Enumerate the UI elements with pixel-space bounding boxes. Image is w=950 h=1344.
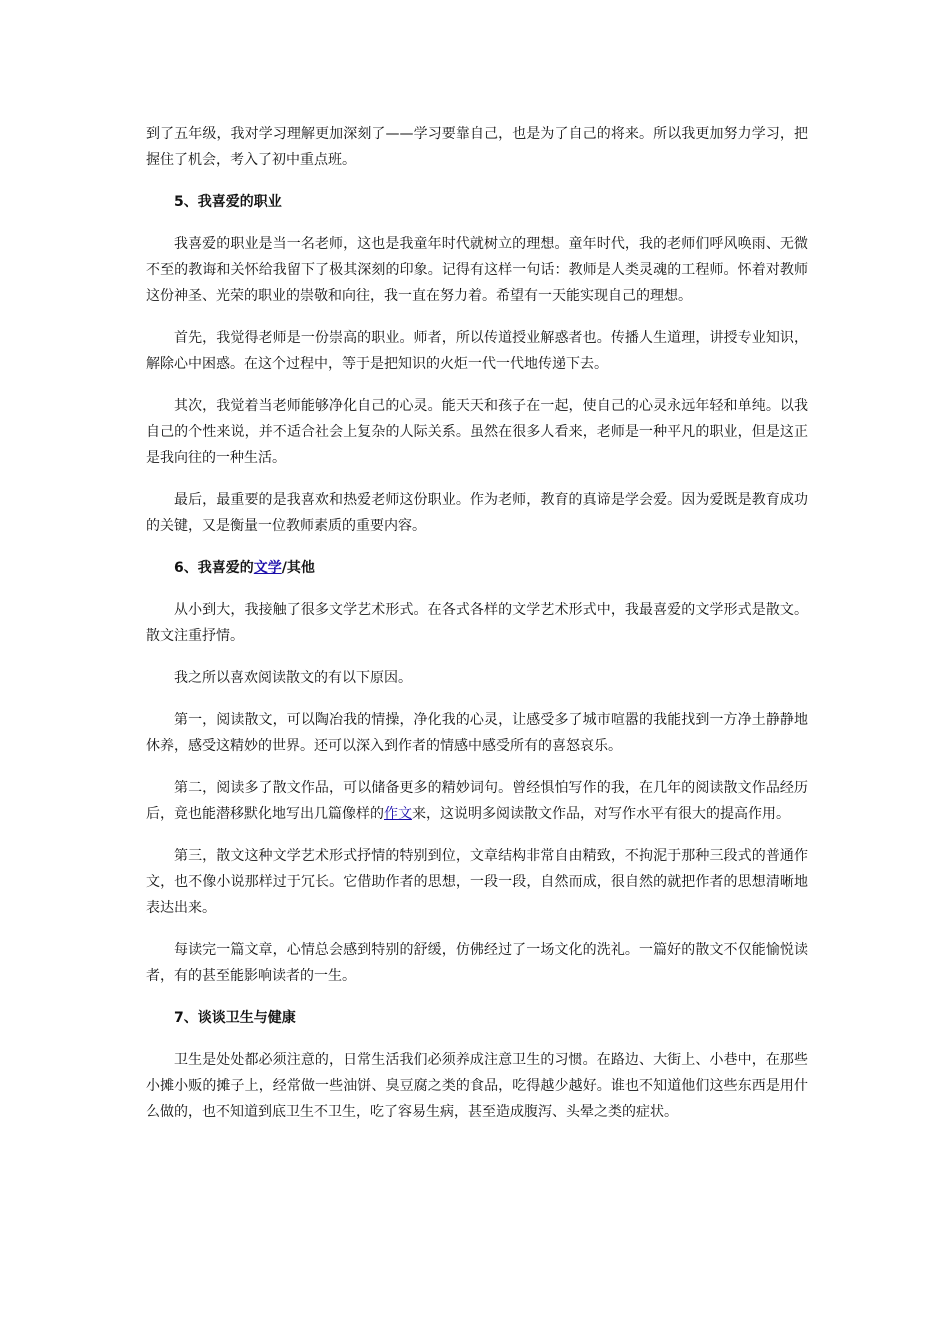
section-6-paragraph-4-before: 第二，阅读多了散文作品，可以储备更多的精妙词句。曾经惧怕写作的我，在几年的阅读散文作品经历后，竟也能潜移默化地写出几篇像样的 — [146, 780, 808, 822]
section-5-paragraph-1: 我喜爱的职业是当一名老师，这也是我童年时代就树立的理想。童年时代，我的老师们呼风唤雨、无微不至的教诲和关怀给我留下了极其深刻的印象。记得有这样一句话：教师是人类灵魂的工程师。怀着对教师这份神圣、光荣的职业的崇敬和向往，我一直在努力着。希望有一天能实现自己的理想。 — [146, 236, 808, 304]
intro-paragraph: 到了五年级，我对学习理解更加深刻了——学习要靠自己，也是为了自己的将来。所以我更加努力学习，把握住了机会，考入了初中重点班。 — [146, 126, 808, 168]
literature-link[interactable]: 文学 — [253, 560, 282, 576]
document-body — [146, 121, 808, 1141]
section-6-paragraph-5: 第三，散文这种文学艺术形式抒情的特别到位，文章结构非常自由精致，不拘泥于那种三段式的普通作文，也不像小说那样过于冗长。它借助作者的思想，一段一段，自然而成，很自然的就把作者的思想清晰地表达出来。 — [146, 848, 808, 916]
section-5-paragraph-2: 首先，我觉得老师是一份崇高的职业。师者，所以传道授业解惑者也。传播人生道理，讲授专业知识，解除心中困惑。在这个过程中，等于是把知识的火炬一代一代地传递下去。 — [146, 330, 808, 372]
section-6-heading-prefix: 6、我喜爱的 — [174, 560, 254, 576]
section-7-heading: 7、谈谈卫生与健康 — [174, 1010, 296, 1026]
section-6-paragraph-2: 我之所以喜欢阅读散文的有以下原因。 — [174, 670, 412, 686]
section-6-paragraph-1: 从小到大，我接触了很多文学艺术形式。在各式各样的文学艺术形式中，我最喜爱的文学形式是散文。散文注重抒情。 — [146, 602, 808, 644]
section-6-heading — [146, 555, 808, 581]
section-5-paragraph-3: 其次，我觉着当老师能够净化自己的心灵。能天天和孩子在一起，使自己的心灵永远年轻和单纯。以我自己的个性来说，并不适合社会上复杂的人际关系。虽然在很多人看来，老师是一种平凡的职业，但是这正是我向往的一种生活。 — [146, 398, 808, 466]
section-7-paragraph-1: 卫生是处处都必须注意的，日常生活我们必须养成注意卫生的习惯。在路边、大街上、小巷中，在那些小摊小贩的摊子上，经常做一些油饼、臭豆腐之类的食品，吃得越少越好。谁也不知道他们这些东西是用什么做的，也不知道到底卫生不卫生，吃了容易生病，甚至造成腹泻、头晕之类的症状。 — [146, 1052, 808, 1120]
section-5-paragraph-4: 最后，最重要的是我喜欢和热爱老师这份职业。作为老师，教育的真谛是学会爱。因为爱既是教育成功的关键，又是衡量一位教师素质的重要内容。 — [146, 492, 808, 534]
composition-link[interactable]: 作文 — [384, 806, 412, 822]
section-6-paragraph-3: 第一，阅读散文，可以陶冶我的情操，净化我的心灵，让感受多了城市喧嚣的我能找到一方净土静静地休养，感受这精妙的世界。还可以深入到作者的情感中感受所有的喜怒哀乐。 — [146, 712, 808, 754]
section-6-heading-suffix: /其他 — [281, 560, 315, 576]
section-6-paragraph-6: 每读完一篇文章，心情总会感到特别的舒缓，仿佛经过了一场文化的洗礼。一篇好的散文不仅能愉悦读者，有的甚至能影响读者的一生。 — [146, 942, 808, 984]
section-6-paragraph-4 — [146, 775, 808, 827]
section-5-heading: 5、我喜爱的职业 — [174, 194, 282, 210]
section-6-paragraph-4-after: 来，这说明多阅读散文作品，对写作水平有很大的提高作用。 — [412, 806, 790, 822]
